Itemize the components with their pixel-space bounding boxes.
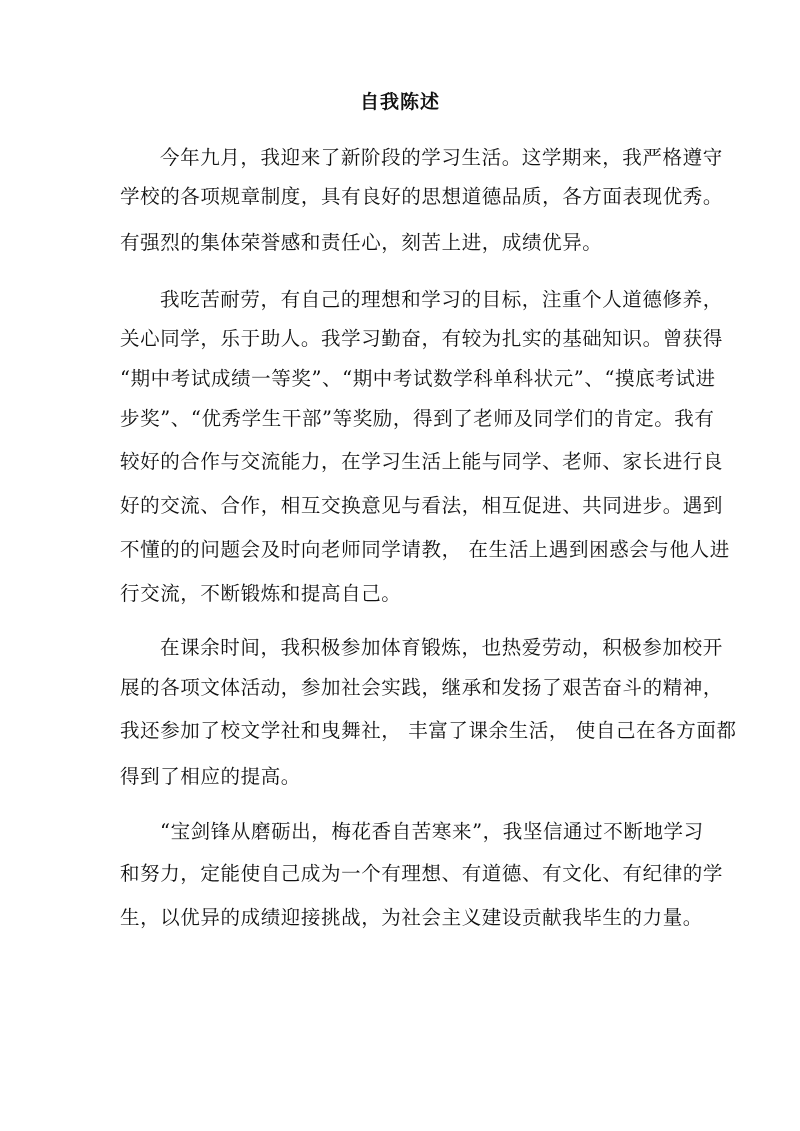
paragraph-2-line-2: 关心同学，乐于助人。我学习勤奋，有较为扎实的基础知识。曾获得 [120,327,724,350]
paragraph-2-line-7: 不懂的的问题会及时向老师同学请教， 在生活上遇到困惑会与他人进 [120,538,730,561]
paragraph-2-line-6: 好的交流、合作，相互交换意见与看法，相互促进、共同进步。遇到 [120,494,724,517]
paragraph-2-line-5: 较好的合作与交流能力，在学习生活上能与同学、老师、家长进行良 [120,450,724,473]
paragraph-2-line-1: 我吃苦耐劳，有自己的理想和学习的目标，注重个人道德修养， [160,288,723,311]
paragraph-4-line-1: “宝剑锋从磨砺出，梅花香自苦寒来”，我坚信通过不断地学习 [160,820,704,843]
paragraph-1-line-1: 今年九月，我迎来了新阶段的学习生活。这学期来，我严格遵守 [160,146,723,169]
paragraph-3-line-3: 我还参加了校文学社和曳舞社， 丰富了课余生活， 使自己在各方面都 [120,719,737,742]
paragraph-3-line-1: 在课余时间，我积极参加体育锻炼，也热爱劳动，积极参加校开 [160,636,723,659]
paragraph-1-line-2: 学校的各项规章制度，具有良好的思想道德品质，各方面表现优秀。 [120,185,724,208]
paragraph-2-line-4: 步奖”、“优秀学生干部”等奖励，得到了老师及同学们的肯定。我有 [120,407,715,430]
paragraph-1-line-3: 有强烈的集体荣誉感和责任心，刻苦上进，成绩优异。 [120,231,603,254]
paragraph-2-line-3: “期中考试成绩一等奖”、“期中考试数学科单科状元”、“摸底考试进 [120,367,716,390]
document-title: 自我陈述 [359,91,440,113]
paragraph-4-line-2: 和努力，定能使自己成为一个有理想、有道德、有文化、有纪律的学 [120,862,724,885]
paragraph-2-line-8: 行交流，不断锻炼和提高自己。 [120,582,402,605]
paragraph-4-line-3: 生，以优异的成绩迎接挑战，为社会主义建设贡献我毕生的力量。 [120,906,703,929]
paragraph-3-line-2: 展的各项文体活动，参加社会实践，继承和发扬了艰苦奋斗的精神， [120,676,724,699]
paragraph-3-line-4: 得到了相应的提高。 [120,765,301,788]
